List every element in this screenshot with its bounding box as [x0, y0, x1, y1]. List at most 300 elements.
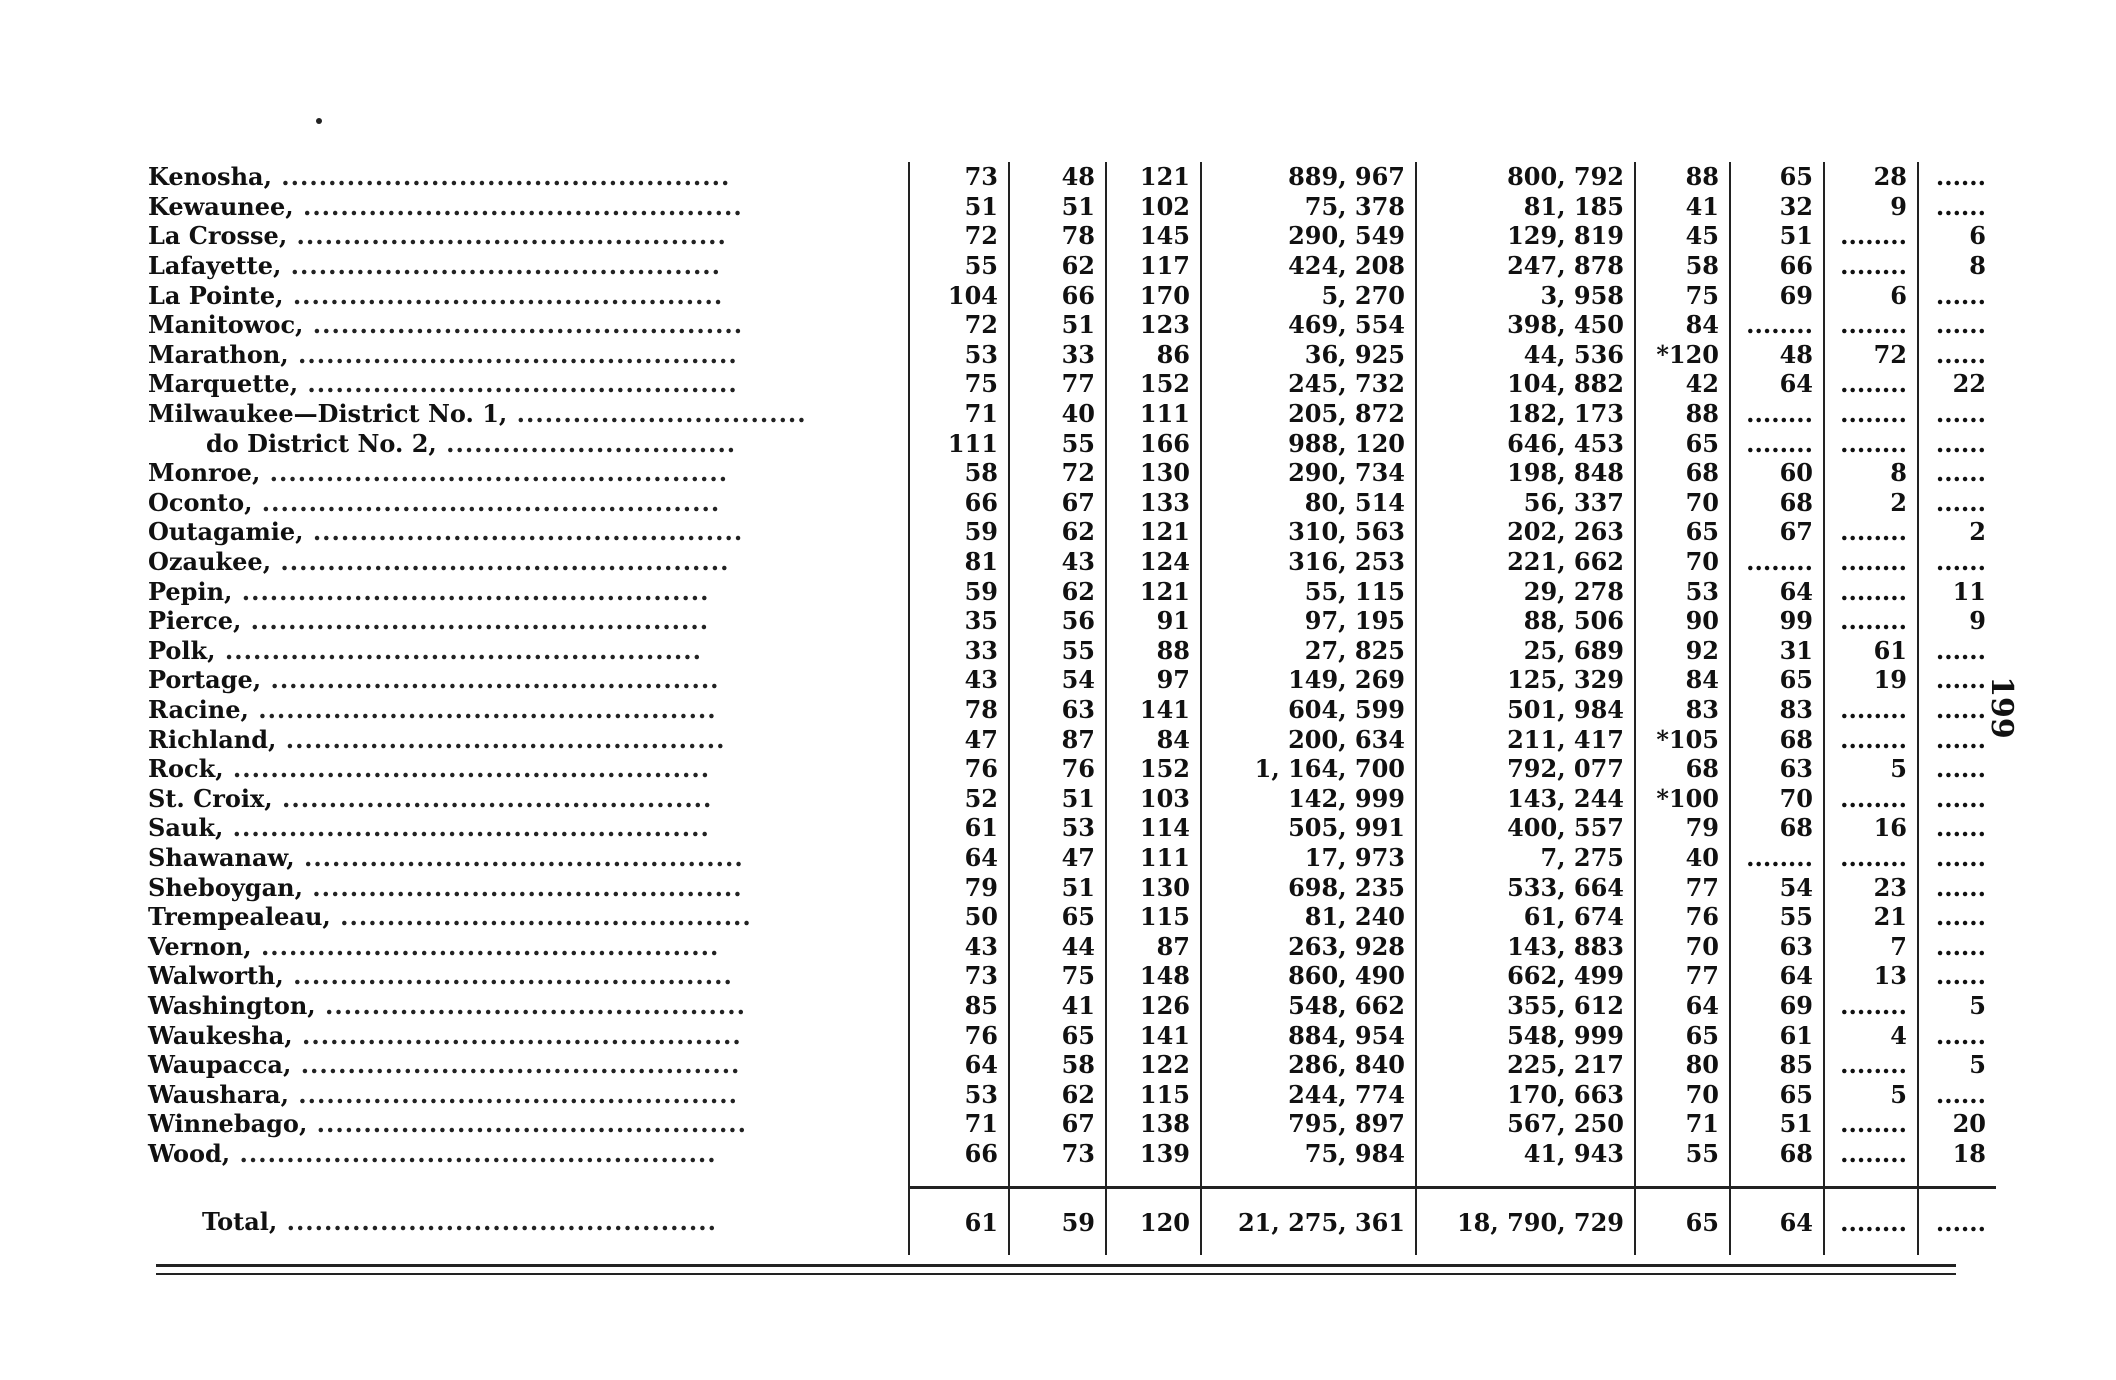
table-row	[138, 754, 1996, 784]
value-cell: *100	[1635, 783, 1730, 813]
value-cell: ........	[1730, 843, 1824, 873]
table-body	[138, 162, 1996, 1255]
value-cell: 20	[1918, 1109, 1996, 1139]
value-cell: 68	[1730, 724, 1824, 754]
value-cell: ......	[1918, 310, 1996, 340]
value-cell: 71	[909, 399, 1009, 429]
value-cell: 33	[1009, 340, 1106, 370]
value-cell: 115	[1106, 902, 1201, 932]
table-row	[138, 665, 1996, 695]
dot-leader: ...............................	[507, 399, 807, 429]
value-cell: 170	[1106, 280, 1201, 310]
dot-leader: ..............................................	[302, 872, 743, 902]
county-name: Rock,	[148, 754, 224, 784]
value-cell: ........	[1824, 547, 1918, 577]
value-cell: ......	[1918, 399, 1996, 429]
value-cell: 795, 897	[1201, 1109, 1416, 1139]
value-cell: 63	[1009, 695, 1106, 725]
value-cell: 72	[1009, 458, 1106, 488]
value-cell: 117	[1106, 251, 1201, 281]
dot-leader: ...................................................	[215, 635, 702, 665]
value-cell: 263, 928	[1201, 931, 1416, 961]
dot-leader: ...............................................	[288, 339, 738, 369]
dot-leader: ................................................	[271, 162, 731, 192]
county-cell	[138, 428, 909, 458]
value-cell: ......	[1918, 428, 1996, 458]
value-cell: 166	[1106, 428, 1201, 458]
value-cell: 398, 450	[1416, 310, 1635, 340]
value-cell: 68	[1635, 754, 1730, 784]
value-cell: 54	[1730, 872, 1824, 902]
county-cell	[138, 280, 909, 310]
table-row	[138, 1139, 1996, 1169]
county-cell	[138, 221, 909, 251]
value-cell: 55	[1009, 428, 1106, 458]
value-cell: 27, 825	[1201, 636, 1416, 666]
total-value-cell: 120	[1106, 1188, 1201, 1256]
value-cell: 85	[909, 991, 1009, 1021]
value-cell: 36, 925	[1201, 340, 1416, 370]
value-cell: 125, 329	[1416, 665, 1635, 695]
dot-leader: ...................................................	[223, 813, 710, 843]
value-cell: 80	[1635, 1050, 1730, 1080]
county-name: Winnebago,	[148, 1109, 308, 1139]
value-cell: 130	[1106, 872, 1201, 902]
dot-leader: .................................................	[248, 694, 717, 724]
value-cell: 66	[909, 488, 1009, 518]
value-cell: 64	[1635, 991, 1730, 1021]
table-row	[138, 576, 1996, 606]
value-cell: 88, 506	[1416, 606, 1635, 636]
value-cell: 8	[1824, 458, 1918, 488]
dot-leader: ...................................................	[230, 1138, 717, 1168]
value-cell: 533, 664	[1416, 872, 1635, 902]
value-cell: ......	[1918, 1079, 1996, 1109]
county-cell	[138, 162, 909, 192]
value-cell: ......	[1918, 872, 1996, 902]
value-cell: 33	[909, 636, 1009, 666]
value-cell: 44	[1009, 931, 1106, 961]
value-cell: ........	[1730, 310, 1824, 340]
table-row	[138, 961, 1996, 991]
value-cell: 53	[1009, 813, 1106, 843]
value-cell: 59	[909, 576, 1009, 606]
value-cell: 41, 943	[1416, 1139, 1635, 1169]
value-cell: ......	[1918, 340, 1996, 370]
county-cell	[138, 1109, 909, 1139]
value-cell: 51	[909, 192, 1009, 222]
dot-leader: ..............................................	[283, 280, 724, 310]
value-cell: 41	[1635, 192, 1730, 222]
value-cell: 2	[1918, 517, 1996, 547]
value-cell: 50	[909, 902, 1009, 932]
value-cell: 67	[1009, 488, 1106, 518]
value-cell: 55, 115	[1201, 576, 1416, 606]
value-cell: 61	[909, 813, 1009, 843]
value-cell: 141	[1106, 695, 1201, 725]
dot-leader: ..............................................	[303, 517, 744, 547]
value-cell: 13	[1824, 961, 1918, 991]
value-cell: 65	[1009, 1020, 1106, 1050]
value-cell: 73	[1009, 1139, 1106, 1169]
value-cell: 69	[1730, 991, 1824, 1021]
value-cell: 75	[909, 369, 1009, 399]
value-cell: 53	[1635, 576, 1730, 606]
county-cell	[138, 1079, 909, 1109]
value-cell: 42	[1635, 369, 1730, 399]
value-cell: 310, 563	[1201, 517, 1416, 547]
value-cell: 3, 958	[1416, 280, 1635, 310]
value-cell: ......	[1918, 931, 1996, 961]
county-cell	[138, 517, 909, 547]
county-cell	[138, 872, 909, 902]
value-cell: ........	[1730, 428, 1824, 458]
value-cell: ......	[1918, 961, 1996, 991]
table-row	[138, 547, 1996, 577]
table-row	[138, 458, 1996, 488]
value-cell: 70	[1635, 1079, 1730, 1109]
county-cell	[138, 636, 909, 666]
value-cell: 53	[909, 340, 1009, 370]
dot-leader: ..............................................	[303, 310, 744, 340]
county-cell	[138, 754, 909, 784]
value-cell: 47	[909, 724, 1009, 754]
value-cell: 81, 185	[1416, 192, 1635, 222]
value-cell: 25, 689	[1416, 636, 1635, 666]
county-name: St. Croix,	[148, 783, 273, 813]
value-cell: ......	[1918, 192, 1996, 222]
value-cell: 104, 882	[1416, 369, 1635, 399]
value-cell: 662, 499	[1416, 961, 1635, 991]
value-cell: 469, 554	[1201, 310, 1416, 340]
value-cell: 67	[1009, 1109, 1106, 1139]
value-cell: 548, 999	[1416, 1020, 1635, 1050]
value-cell: 130	[1106, 458, 1201, 488]
county-cell	[138, 340, 909, 370]
total-value-cell: ........	[1824, 1188, 1918, 1256]
table-row	[138, 783, 1996, 813]
county-name: Ozaukee,	[148, 547, 272, 577]
value-cell: 6	[1918, 221, 1996, 251]
value-cell: 65	[1635, 1020, 1730, 1050]
value-cell: 79	[1635, 813, 1730, 843]
value-cell: 111	[1106, 843, 1201, 873]
value-cell: 51	[1730, 1109, 1824, 1139]
value-cell: 988, 120	[1201, 428, 1416, 458]
value-cell: 83	[1635, 695, 1730, 725]
county-name: Washington,	[148, 990, 316, 1020]
value-cell: 884, 954	[1201, 1020, 1416, 1050]
value-cell: ......	[1918, 458, 1996, 488]
value-cell: 126	[1106, 991, 1201, 1021]
value-cell: 121	[1106, 576, 1201, 606]
value-cell: 78	[1009, 221, 1106, 251]
value-cell: 70	[1635, 488, 1730, 518]
value-cell: 62	[1009, 251, 1106, 281]
value-cell: 71	[909, 1109, 1009, 1139]
table-row	[138, 340, 1996, 370]
table-row	[138, 221, 1996, 251]
value-cell: 79	[909, 872, 1009, 902]
value-cell: 604, 599	[1201, 695, 1416, 725]
value-cell: 64	[1730, 369, 1824, 399]
value-cell: 104	[909, 280, 1009, 310]
value-cell: ........	[1730, 399, 1824, 429]
value-cell: 1, 164, 700	[1201, 754, 1416, 784]
total-value-cell: 64	[1730, 1188, 1824, 1256]
value-cell: 142, 999	[1201, 783, 1416, 813]
value-cell: 17, 973	[1201, 843, 1416, 873]
value-cell: ......	[1918, 636, 1996, 666]
value-cell: 505, 991	[1201, 813, 1416, 843]
total-row	[138, 1188, 1996, 1256]
dot-leader: ..............................................	[272, 783, 713, 813]
value-cell: 205, 872	[1201, 399, 1416, 429]
value-cell: 115	[1106, 1079, 1201, 1109]
value-cell: 66	[1730, 251, 1824, 281]
value-cell: 84	[1635, 310, 1730, 340]
value-cell: ........	[1824, 221, 1918, 251]
table-row	[138, 310, 1996, 340]
value-cell: ......	[1918, 280, 1996, 310]
value-cell: 91	[1106, 606, 1201, 636]
value-cell: 5	[1824, 1079, 1918, 1109]
value-cell: 63	[1730, 931, 1824, 961]
county-name: Kenosha,	[148, 162, 272, 192]
value-cell: 145	[1106, 221, 1201, 251]
county-cell	[138, 399, 909, 429]
value-cell: 124	[1106, 547, 1201, 577]
value-cell: 7, 275	[1416, 843, 1635, 873]
value-cell: 76	[1635, 902, 1730, 932]
value-cell: 290, 734	[1201, 458, 1416, 488]
value-cell: 202, 263	[1416, 517, 1635, 547]
value-cell: 99	[1730, 606, 1824, 636]
value-cell: 198, 848	[1416, 458, 1635, 488]
value-cell: 4	[1824, 1020, 1918, 1050]
county-cell	[138, 783, 909, 813]
ink-speck	[316, 118, 322, 124]
value-cell: 152	[1106, 369, 1201, 399]
value-cell: ........	[1824, 606, 1918, 636]
value-cell: 64	[1730, 961, 1824, 991]
county-name: Walworth,	[148, 961, 284, 991]
table-row	[138, 280, 1996, 310]
value-cell: 122	[1106, 1050, 1201, 1080]
value-cell: 114	[1106, 813, 1201, 843]
value-cell: 5	[1918, 991, 1996, 1021]
value-cell: 70	[1635, 931, 1730, 961]
value-cell: 78	[909, 695, 1009, 725]
total-label-cell	[138, 1188, 909, 1256]
dot-leader: ..............................................	[307, 1109, 748, 1139]
dot-leader: ...................................................	[223, 754, 711, 784]
value-cell: ......	[1918, 813, 1996, 843]
value-cell: 244, 774	[1201, 1079, 1416, 1109]
dot-leader: ..............................................	[298, 369, 738, 399]
value-cell: 62	[1009, 576, 1106, 606]
total-value-cell: 61	[909, 1188, 1009, 1256]
total-value-cell: 65	[1635, 1188, 1730, 1256]
county-name: Kewaunee,	[148, 191, 294, 221]
value-cell: 63	[1730, 754, 1824, 784]
value-cell: ......	[1918, 1020, 1996, 1050]
table-row	[138, 606, 1996, 636]
value-cell: 56	[1009, 606, 1106, 636]
value-cell: 21	[1824, 902, 1918, 932]
county-name: Marathon,	[148, 339, 289, 369]
county-cell	[138, 192, 909, 222]
value-cell: 182, 173	[1416, 399, 1635, 429]
county-cell	[138, 991, 909, 1021]
value-cell: ........	[1824, 695, 1918, 725]
value-cell: 28	[1824, 162, 1918, 192]
value-cell: 76	[909, 754, 1009, 784]
value-cell: ........	[1824, 369, 1918, 399]
county-name: Trempealeau,	[148, 902, 331, 932]
value-cell: ........	[1824, 1139, 1918, 1169]
value-cell: 84	[1635, 665, 1730, 695]
table-row	[138, 192, 1996, 222]
value-cell: 87	[1009, 724, 1106, 754]
value-cell: 52	[909, 783, 1009, 813]
table-row	[138, 695, 1996, 725]
value-cell: 32	[1730, 192, 1824, 222]
dot-leader: .................................................	[260, 458, 729, 488]
value-cell: 23	[1824, 872, 1918, 902]
value-cell: 62	[1009, 517, 1106, 547]
value-cell: 5, 270	[1201, 280, 1416, 310]
dot-leader: ...............................................	[293, 191, 743, 221]
county-cell	[138, 547, 909, 577]
value-cell: 65	[1635, 517, 1730, 547]
value-cell: 97, 195	[1201, 606, 1416, 636]
value-cell: 51	[1009, 192, 1106, 222]
value-cell: 698, 235	[1201, 872, 1416, 902]
total-value-cell: ......	[1918, 1188, 1996, 1256]
value-cell: 51	[1009, 783, 1106, 813]
value-cell: 68	[1730, 813, 1824, 843]
value-cell: 121	[1106, 162, 1201, 192]
value-cell: ........	[1730, 547, 1824, 577]
value-cell: 87	[1106, 931, 1201, 961]
value-cell: 66	[1009, 280, 1106, 310]
value-cell: 149, 269	[1201, 665, 1416, 695]
value-cell: 501, 984	[1416, 695, 1635, 725]
county-name: Outagamie,	[148, 517, 304, 547]
county-name: do District No. 2,	[206, 428, 437, 458]
dot-leader: ...............................................	[292, 1020, 742, 1050]
county-cell	[138, 902, 909, 932]
value-cell: 316, 253	[1201, 547, 1416, 577]
county-cell	[138, 488, 909, 518]
table-row	[138, 162, 1996, 192]
value-cell: 111	[1106, 399, 1201, 429]
county-name: Waushara,	[148, 1079, 289, 1109]
county-cell	[138, 813, 909, 843]
value-cell: ......	[1918, 843, 1996, 873]
value-cell: 85	[1730, 1050, 1824, 1080]
value-cell: ........	[1824, 991, 1918, 1021]
value-cell: 58	[1635, 251, 1730, 281]
value-cell: 77	[1635, 872, 1730, 902]
value-cell: 64	[1730, 576, 1824, 606]
value-cell: 139	[1106, 1139, 1201, 1169]
table-row	[138, 724, 1996, 754]
value-cell: 35	[909, 606, 1009, 636]
county-name: Waupacca,	[148, 1050, 292, 1080]
county-name: Vernon,	[148, 931, 252, 961]
table-row	[138, 902, 1996, 932]
value-cell: 567, 250	[1416, 1109, 1635, 1139]
value-cell: 245, 732	[1201, 369, 1416, 399]
value-cell: 60	[1730, 458, 1824, 488]
county-name: Portage,	[148, 665, 262, 695]
county-cell	[138, 724, 909, 754]
county-name: Pierce,	[148, 606, 242, 636]
value-cell: 47	[1009, 843, 1106, 873]
value-cell: 31	[1730, 636, 1824, 666]
value-cell: 83	[1730, 695, 1824, 725]
value-cell: 860, 490	[1201, 961, 1416, 991]
value-cell: 92	[1635, 636, 1730, 666]
value-cell: 65	[1635, 428, 1730, 458]
value-cell: 65	[1730, 665, 1824, 695]
value-cell: 133	[1106, 488, 1201, 518]
county-name: Sheboygan,	[148, 872, 303, 902]
county-cell	[138, 369, 909, 399]
county-name: Waukesha,	[148, 1020, 293, 1050]
county-cell	[138, 251, 909, 281]
value-cell: 61	[1824, 636, 1918, 666]
value-cell: 81	[909, 547, 1009, 577]
value-cell: 90	[1635, 606, 1730, 636]
value-cell: 800, 792	[1416, 162, 1635, 192]
value-cell: 41	[1009, 991, 1106, 1021]
dot-leader: ..............................................	[277, 1206, 717, 1236]
table-row	[138, 488, 1996, 518]
dot-leader: ..............................................	[287, 221, 727, 251]
value-cell: 355, 612	[1416, 991, 1635, 1021]
value-cell: ......	[1918, 724, 1996, 754]
value-cell: 77	[1009, 369, 1106, 399]
county-name: Polk,	[148, 635, 216, 665]
dot-leader: ...............................................	[283, 961, 733, 991]
value-cell: 121	[1106, 517, 1201, 547]
value-cell: 51	[1009, 310, 1106, 340]
value-cell: 129, 819	[1416, 221, 1635, 251]
value-cell: 68	[1730, 488, 1824, 518]
county-statistics-table	[138, 162, 1996, 1255]
value-cell: ........	[1824, 576, 1918, 606]
value-cell: 69	[1730, 280, 1824, 310]
value-cell: 9	[1918, 606, 1996, 636]
value-cell: 55	[1009, 636, 1106, 666]
value-cell: 70	[1635, 547, 1730, 577]
county-name: Racine,	[148, 694, 249, 724]
value-cell: 2	[1824, 488, 1918, 518]
value-cell: 548, 662	[1201, 991, 1416, 1021]
value-cell: 247, 878	[1416, 251, 1635, 281]
value-cell: 200, 634	[1201, 724, 1416, 754]
value-cell: 16	[1824, 813, 1918, 843]
value-cell: 29, 278	[1416, 576, 1635, 606]
value-cell: 61, 674	[1416, 902, 1635, 932]
total-value-cell: 18, 790, 729	[1416, 1188, 1635, 1256]
county-name: La Pointe,	[148, 280, 284, 310]
value-cell: 11	[1918, 576, 1996, 606]
value-cell: 152	[1106, 754, 1201, 784]
